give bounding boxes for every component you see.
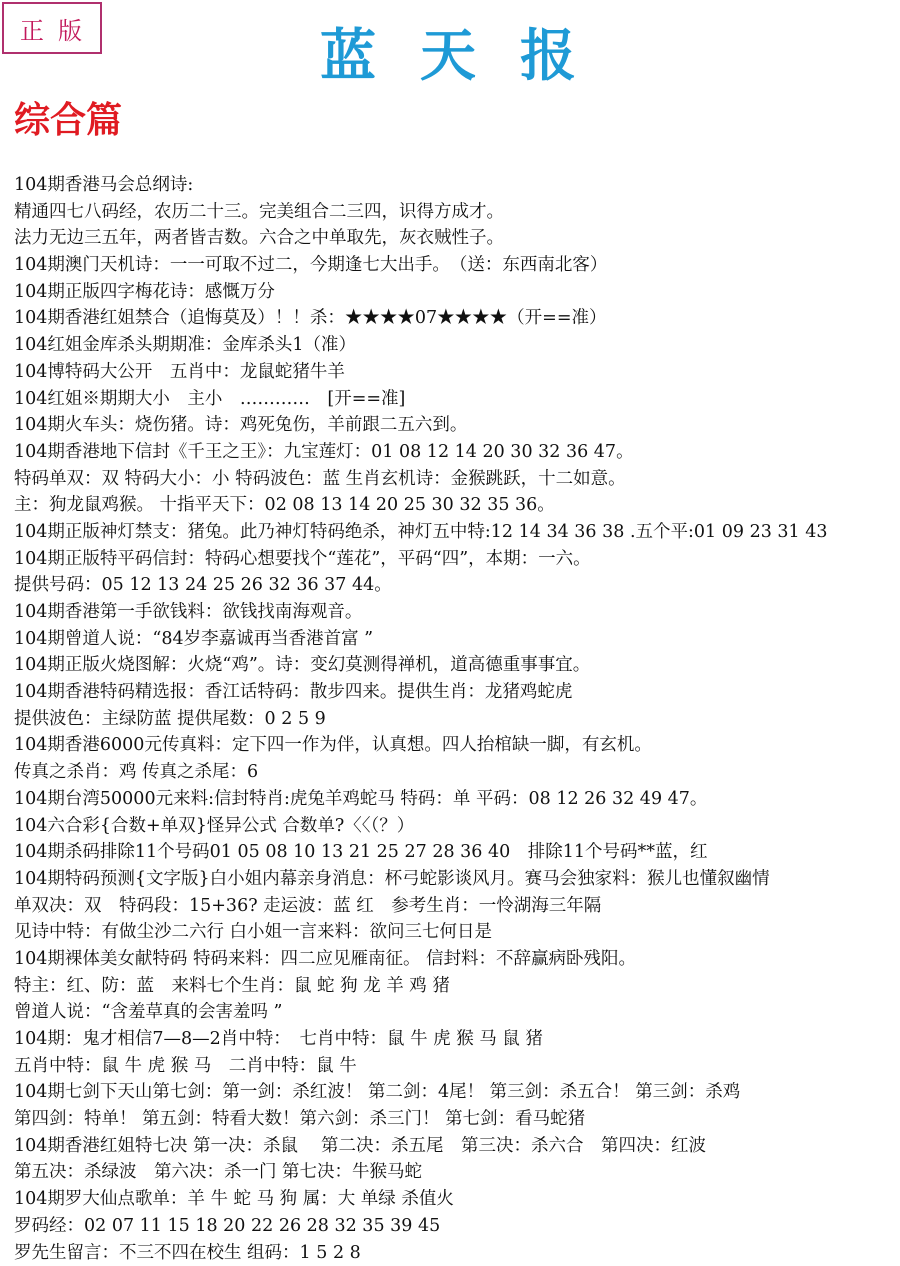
text-line: 第五决：杀绿波 第六决：杀一门 第七决：牛猴马蛇 — [14, 1159, 894, 1186]
text-line: 104期裸体美女献特码 特码来料：四二应见雁南征。 信封料：不辞赢病卧残阳。 — [14, 946, 894, 973]
text-line: 104期香港6000元传真料：定下四一作为伴，认真想。四人抬棺缺一脚，有玄机。 — [14, 732, 894, 759]
text-line: 精通四七八码经，农历二十三。完美组合二三四，识得方成才。 — [14, 199, 894, 226]
text-line: 104期正版火烧图解：火烧“鸡”。诗：变幻莫测得禅机，道高德重事事宜。 — [14, 652, 894, 679]
text-line: 104红姐金库杀头期期准：金库杀头1（准） — [14, 332, 894, 359]
text-line: 罗先生留言：不三不四在校生 组码：1 5 2 8 — [14, 1240, 894, 1266]
text-line: 104博特码大公开 五肖中：龙鼠蛇猪牛羊 — [14, 359, 894, 386]
text-line: 104红姐※期期大小 主小 ………… [开==准] — [14, 386, 894, 413]
text-line: 104期台湾50000元来料:信封特肖:虎兔羊鸡蛇马 特码：单 平码：08 12 26 32 49 47。 — [14, 786, 894, 813]
section-heading: 综合篇 — [14, 92, 122, 143]
text-line: 104期正版特平码信封：特码心想要找个“莲花”，平码“四”，本期：一六。 — [14, 546, 894, 573]
text-line: 104期香港第一手欲钱料：欲钱找南海观音。 — [14, 599, 894, 626]
text-line: 104期特码预测{文字版}白小姐内幕亲身消息：杯弓蛇影谈风月。赛马会独家料：猴儿也懂叙幽情 — [14, 866, 894, 893]
text-line: 五肖中特：鼠 牛 虎 猴 马 二肖中特：鼠 牛 — [14, 1053, 894, 1080]
text-line: 104期杀码排除11个号码01 05 08 10 13 21 25 27 28 36 40 排除11个号码**蓝，红 — [14, 839, 894, 866]
text-line: 见诗中特：有做尘沙二六行 白小姐一言来料：欲问三七何日是 — [14, 919, 894, 946]
text-line: 提供波色：主绿防蓝 提供尾数：0 2 5 9 — [14, 706, 894, 733]
text-line: 曾道人说：“含羞草真的会害羞吗 ” — [14, 999, 894, 1026]
article-body — [14, 172, 894, 1266]
text-line: 104期曾道人说：“84岁李嘉诚再当香港首富 ” — [14, 626, 894, 653]
text-line: 法力无边三五年，两者皆吉数。六合之中单取先，灰衣贼性子。 — [14, 225, 894, 252]
text-line: 104期正版四字梅花诗：感慨万分 — [14, 279, 894, 306]
text-line: 104期：鬼才相信7—8—2肖中特： 七肖中特：鼠 牛 虎 猴 马 鼠 猪 — [14, 1026, 894, 1053]
text-line: 104六合彩{合数+单双}怪异公式 合数单?〈〈（？） — [14, 813, 894, 840]
text-line: 传真之杀肖：鸡 传真之杀尾：6 — [14, 759, 894, 786]
text-line: 104期火车头：烧伤猪。诗：鸡死兔伤，羊前跟二五六到。 — [14, 412, 894, 439]
text-line: 提供号码：05 12 13 24 25 26 32 36 37 44。 — [14, 572, 894, 599]
text-line: 特码单双：双 特码大小：小 特码波色：蓝 生肖玄机诗：金猴跳跃，十二如意。 — [14, 466, 894, 493]
text-line: 104期香港红姐禁合（追悔莫及）！！杀：★★★★07★★★★（开==准） — [14, 305, 894, 332]
text-line: 104期正版神灯禁支：猪兔。此乃神灯特码绝杀，神灯五中特:12 14 34 36 38 .五个平:01 09 23 31 43 — [14, 519, 894, 546]
text-line: 104期澳门天机诗：一一可取不过二，今期逢七大出手。 （送：东西南北客） — [14, 252, 894, 279]
text-line: 104期七剑下天山第七剑：第一剑：杀红波！ 第二剑：4尾！ 第三剑：杀五合！ 第三剑：杀鸡 — [14, 1079, 894, 1106]
text-line: 104期香港马会总纲诗: — [14, 172, 894, 199]
text-line: 104期香港特码精选报：香江话特码：散步四来。提供生肖：龙猪鸡蛇虎 — [14, 679, 894, 706]
text-line: 罗码经：02 07 11 15 18 20 22 26 28 32 35 39 45 — [14, 1213, 894, 1240]
text-line: 特主：红、防：蓝 来料七个生肖：鼠 蛇 狗 龙 羊 鸡 猪 — [14, 973, 894, 1000]
text-line: 主：狗龙鼠鸡猴。 十指平天下：02 08 13 14 20 25 30 32 35 36。 — [14, 492, 894, 519]
official-edition-badge: 正版 — [2, 2, 102, 54]
text-line: 单双决：双 特码段：15+36? 走运波：蓝 红 参考生肖：一怜湖海三年隔 — [14, 893, 894, 920]
text-line: 第四剑：特单！ 第五剑：特看大数！第六剑：杀三门！ 第七剑：看马蛇猪 — [14, 1106, 894, 1133]
text-line: 104期香港地下信封《千王之王》：九宝莲灯：01 08 12 14 20 30 32 36 47。 — [14, 439, 894, 466]
text-line: 104期罗大仙点歌单：羊 牛 蛇 马 狗 属：大 单绿 杀值火 — [14, 1186, 894, 1213]
page-title: 蓝天报 — [300, 12, 640, 92]
text-line: 104期香港红姐特七决 第一决：杀鼠 第二决：杀五尾 第三决：杀六合 第四决：红波 — [14, 1133, 894, 1160]
